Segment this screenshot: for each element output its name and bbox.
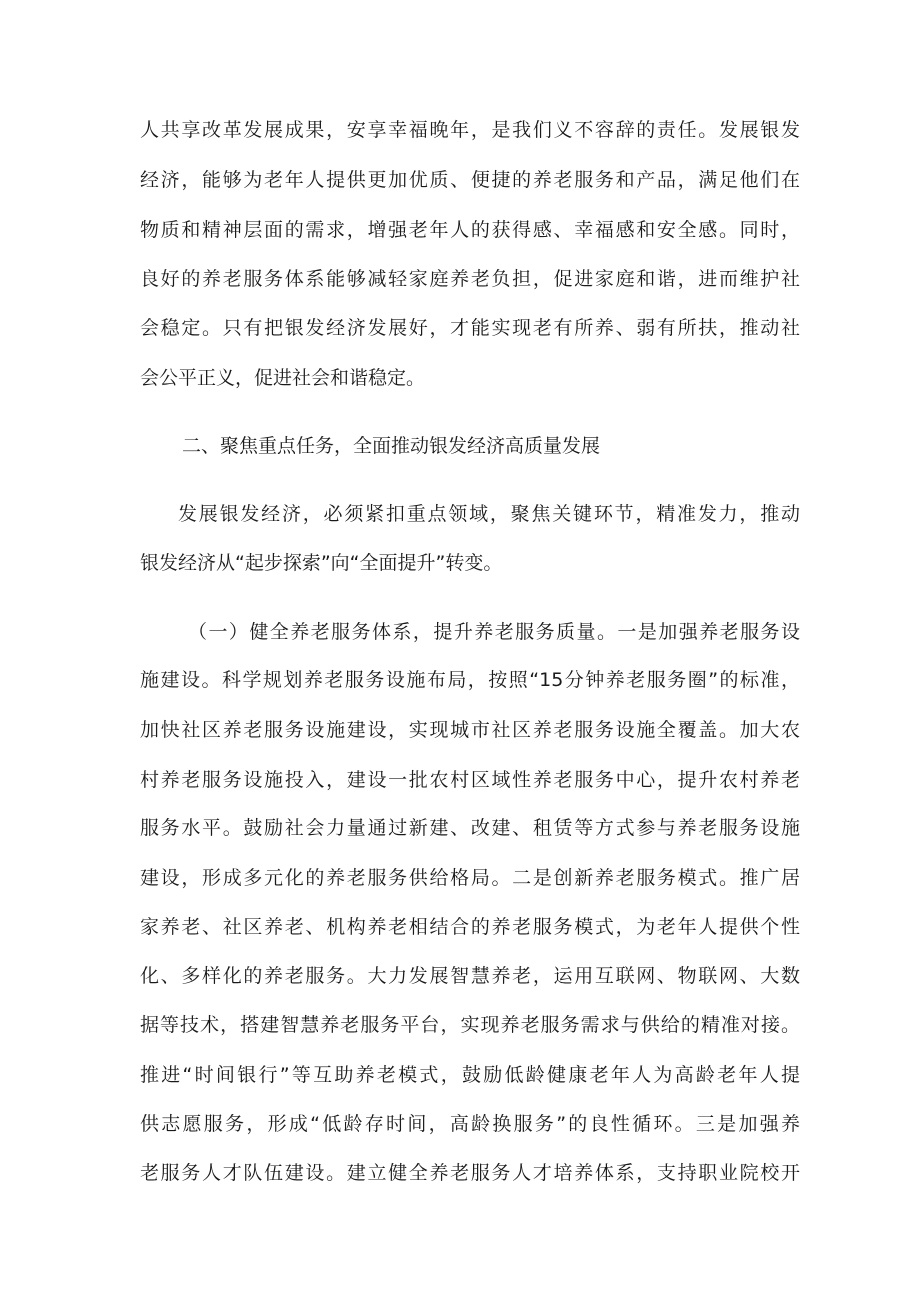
paragraph-line: （一）健全养老服务体系，提升养老服务质量。一是加强养老服务设	[188, 621, 800, 643]
paragraph-line: 服务水平。鼓励社会力量通过新建、改建、租赁等方式参与养老服务设施	[140, 817, 800, 839]
paragraph-line: 经济，能够为老年人提供更加优质、便捷的养老服务和产品，满足他们在	[140, 169, 800, 191]
paragraph-line: 化、多样化的养老服务。大力发展智慧养老，运用互联网、物联网、大数	[140, 965, 800, 987]
paragraph-line: 会稳定。只有把银发经济发展好，才能实现老有所养、弱有所扶，推动社	[140, 317, 800, 339]
paragraph-line: 发展银发经济，必须紧扣重点领域，聚焦关键环节，精准发力，推动	[178, 503, 800, 525]
paragraph-line: 供志愿服务，形成“低龄存时间，高龄换服务”的良性循环。三是加强养	[140, 1113, 800, 1135]
paragraph-line: 据等技术，搭建智慧养老服务平台，实现养老服务需求与供给的精准对接。	[140, 1014, 800, 1036]
paragraph-line: 推进“时间银行”等互助养老模式，鼓励低龄健康老年人为高龄老年人提	[140, 1064, 800, 1086]
paragraph-line: 老服务人才队伍建设。建立健全养老服务人才培养体系，支持职业院校开	[140, 1162, 800, 1184]
paragraph-line: 加快社区养老服务设施建设，实现城市社区养老服务设施全覆盖。加大农	[140, 719, 800, 741]
paragraph-line: 家养老、社区养老、机构养老相结合的养老服务模式，为老年人提供个性	[140, 916, 800, 938]
section-heading: 二、聚焦重点任务，全面推动银发经济高质量发展	[182, 435, 601, 457]
paragraph-line: 人共享改革发展成果，安享幸福晚年，是我们义不容辞的责任。发展银发	[140, 119, 800, 141]
paragraph-line: 村养老服务设施投入，建设一批农村区域性养老服务中心，提升农村养老	[140, 769, 800, 791]
paragraph-line: 建设，形成多元化的养老服务供给格局。二是创新养老服务模式。推广居	[140, 867, 800, 889]
paragraph-line: 银发经济从“起步探索”向“全面提升”转变。	[140, 552, 503, 574]
paragraph-line: 会公平正义，促进社会和谐稳定。	[140, 367, 426, 389]
paragraph-line: 物质和精神层面的需求，增强老年人的获得感、幸福感和安全感。同时，	[140, 219, 800, 241]
paragraph-line: 良好的养老服务体系能够减轻家庭养老负担，促进家庭和谐，进而维护社	[140, 268, 800, 290]
paragraph-line: 施建设。科学规划养老服务设施布局，按照“15分钟养老服务圈”的标准，	[140, 669, 800, 691]
